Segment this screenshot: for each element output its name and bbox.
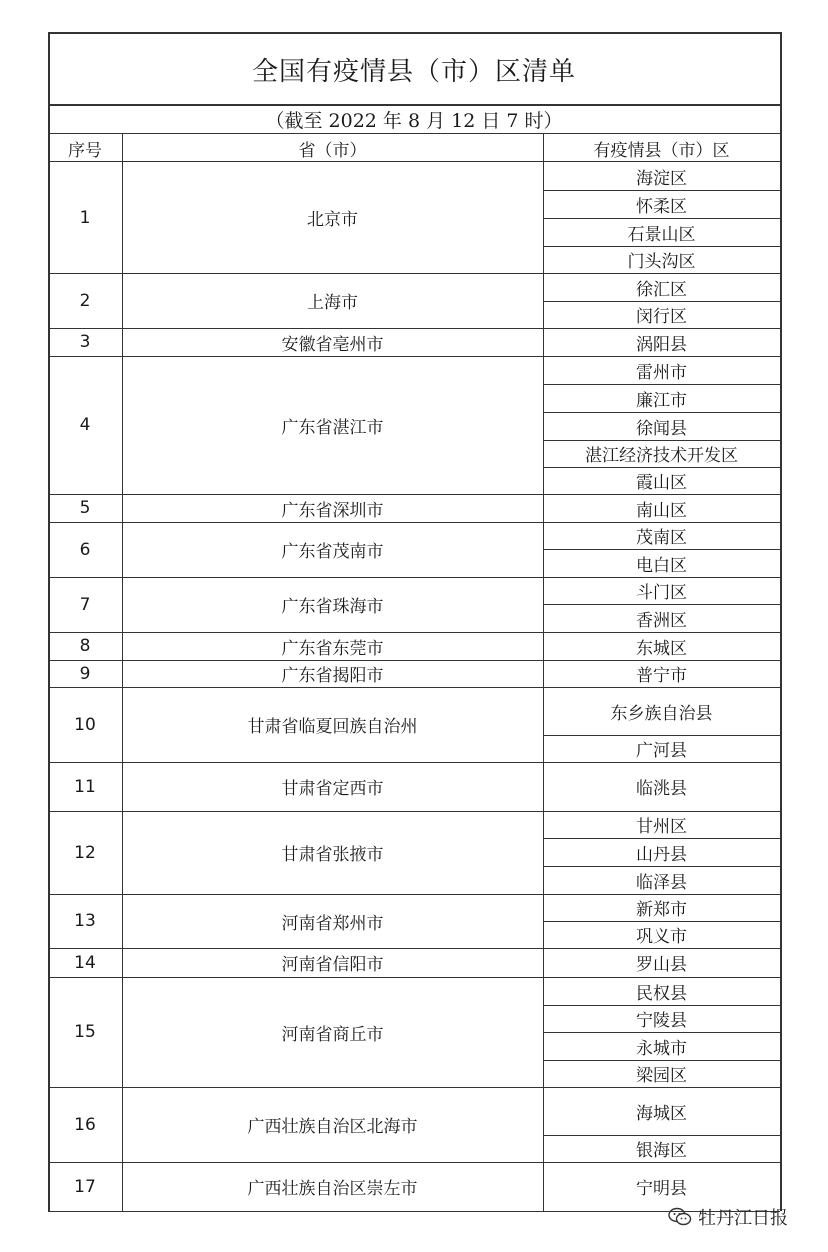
row-seq: 10 xyxy=(74,714,96,735)
district-cell: 霞山区 xyxy=(636,473,687,493)
district-cell: 徐闻县 xyxy=(636,418,687,439)
column-divider-1 xyxy=(122,162,123,1211)
row-province: 广东省茂南市 xyxy=(281,542,384,562)
watermark-text: 牡丹江日报 xyxy=(698,1208,788,1229)
row-bottom-line xyxy=(48,687,780,688)
row-seq: 13 xyxy=(74,911,96,931)
row-province: 上海市 xyxy=(307,293,358,313)
row-province: 河南省郑州市 xyxy=(281,913,384,934)
row-seq: 2 xyxy=(79,290,91,311)
row-seq: 9 xyxy=(79,663,91,684)
district-cell: 永城市 xyxy=(636,1038,687,1059)
district-cell: 茂南区 xyxy=(636,528,687,548)
row-seq: 3 xyxy=(79,332,91,352)
row-bottom-line xyxy=(48,328,780,329)
district-cell: 东乡族自治县 xyxy=(610,703,713,724)
district-cell: 临泽县 xyxy=(636,872,687,893)
header-district: 有疫情县（市）区 xyxy=(593,140,730,161)
district-divider xyxy=(543,1005,780,1006)
row-province: 安徽省亳州市 xyxy=(281,334,384,355)
document-subtitle: （截至 2022 年 8 月 12 日 7 时） xyxy=(265,109,563,132)
district-cell: 闵行区 xyxy=(636,307,687,327)
row-province: 广东省东莞市 xyxy=(281,638,384,659)
district-cell: 湛江经济技术开发区 xyxy=(585,446,738,466)
district-divider xyxy=(543,604,780,605)
row-bottom-line xyxy=(48,273,780,274)
district-cell: 电白区 xyxy=(636,555,687,576)
district-cell: 罗山县 xyxy=(636,955,687,975)
row-province: 广东省湛江市 xyxy=(281,417,384,438)
header-seq: 序号 xyxy=(68,140,102,161)
row-bottom-line xyxy=(48,811,780,812)
district-divider xyxy=(543,190,780,191)
row-province: 河南省商丘市 xyxy=(281,1024,384,1045)
document-title: 全国有疫情县（市）区清单 xyxy=(251,56,576,87)
row-province: 广东省揭阳市 xyxy=(281,666,384,686)
row-seq: 17 xyxy=(74,1176,96,1197)
district-cell: 涡阳县 xyxy=(636,334,687,355)
district-cell: 廉江市 xyxy=(636,390,687,411)
row-seq: 5 xyxy=(79,498,91,518)
district-divider xyxy=(543,1135,780,1136)
district-cell: 银海区 xyxy=(636,1141,687,1161)
district-divider xyxy=(543,838,780,839)
district-cell: 甘州区 xyxy=(636,817,687,837)
row-seq: 8 xyxy=(79,636,91,656)
district-divider xyxy=(543,301,780,302)
column-divider-2 xyxy=(543,162,544,1211)
header-divider-1 xyxy=(122,133,123,162)
header-divider-2 xyxy=(543,133,544,162)
row-seq: 7 xyxy=(79,594,91,615)
row-province: 北京市 xyxy=(307,210,358,230)
row-bottom-line xyxy=(48,1087,780,1088)
district-divider xyxy=(543,467,780,468)
title-bottom-line xyxy=(48,104,780,106)
district-cell: 巩义市 xyxy=(636,927,687,947)
district-divider xyxy=(543,921,780,922)
row-seq: 11 xyxy=(74,776,96,797)
row-seq: 14 xyxy=(74,952,96,973)
district-cell: 宁陵县 xyxy=(636,1011,687,1031)
row-province: 河南省信阳市 xyxy=(281,955,384,975)
row-province: 甘肃省定西市 xyxy=(281,779,384,799)
district-divider xyxy=(543,384,780,385)
row-province: 甘肃省临夏回族自治州 xyxy=(247,717,418,737)
row-bottom-line xyxy=(48,356,780,357)
row-province: 广东省深圳市 xyxy=(281,500,384,521)
wechat-icon xyxy=(668,1207,692,1227)
district-cell: 新郑市 xyxy=(636,900,687,920)
row-province: 广西壮族自治区北海市 xyxy=(247,1117,418,1137)
row-seq: 6 xyxy=(79,539,91,560)
district-divider xyxy=(543,412,780,413)
district-cell: 临洮县 xyxy=(636,779,687,799)
district-divider xyxy=(543,246,780,247)
district-divider xyxy=(543,735,780,736)
district-cell: 石景山区 xyxy=(627,224,696,245)
district-divider xyxy=(543,1060,780,1061)
district-cell: 南山区 xyxy=(636,500,687,521)
frame-left-line xyxy=(48,32,50,1211)
district-cell: 香洲区 xyxy=(636,610,687,631)
row-bottom-line xyxy=(48,577,780,578)
header-bottom-line xyxy=(48,161,780,162)
district-cell: 东城区 xyxy=(636,638,687,659)
row-bottom-line xyxy=(48,948,780,949)
row-province: 广西壮族自治区崇左市 xyxy=(247,1179,418,1199)
row-seq: 12 xyxy=(74,842,96,863)
row-seq: 15 xyxy=(74,1022,96,1042)
district-cell: 普宁市 xyxy=(636,666,687,686)
row-bottom-line xyxy=(48,1162,780,1163)
district-cell: 海城区 xyxy=(636,1103,687,1124)
row-bottom-line xyxy=(48,762,780,763)
district-divider xyxy=(543,549,780,550)
district-cell: 宁明县 xyxy=(636,1179,687,1199)
row-bottom-line xyxy=(48,977,780,978)
row-seq: 16 xyxy=(74,1114,96,1135)
frame-right-line xyxy=(780,32,782,1211)
row-bottom-line xyxy=(48,494,780,495)
row-seq: 4 xyxy=(79,415,91,435)
row-province: 广东省珠海市 xyxy=(281,597,384,617)
district-cell: 雷州市 xyxy=(636,362,687,383)
subtitle-bottom-line xyxy=(48,133,780,134)
row-bottom-line xyxy=(48,660,780,661)
district-divider xyxy=(543,218,780,219)
district-cell: 海淀区 xyxy=(636,168,687,189)
district-cell: 门头沟区 xyxy=(627,252,696,272)
district-divider xyxy=(543,866,780,867)
district-cell: 梁园区 xyxy=(636,1066,687,1086)
district-cell: 怀柔区 xyxy=(636,196,687,217)
header-province: 省（市） xyxy=(298,140,367,161)
district-cell: 民权县 xyxy=(636,983,687,1004)
row-province: 甘肃省张掖市 xyxy=(281,845,384,865)
row-seq: 1 xyxy=(79,207,91,228)
watermark xyxy=(668,1204,788,1230)
row-bottom-line xyxy=(48,522,780,523)
district-cell: 山丹县 xyxy=(636,844,687,865)
row-bottom-line xyxy=(48,894,780,895)
district-cell: 徐汇区 xyxy=(636,279,687,300)
district-divider xyxy=(543,440,780,441)
district-cell: 斗门区 xyxy=(636,583,687,603)
district-divider xyxy=(543,1032,780,1033)
district-cell: 广河县 xyxy=(636,741,687,761)
row-bottom-line xyxy=(48,632,780,633)
frame-top-line xyxy=(48,32,780,34)
